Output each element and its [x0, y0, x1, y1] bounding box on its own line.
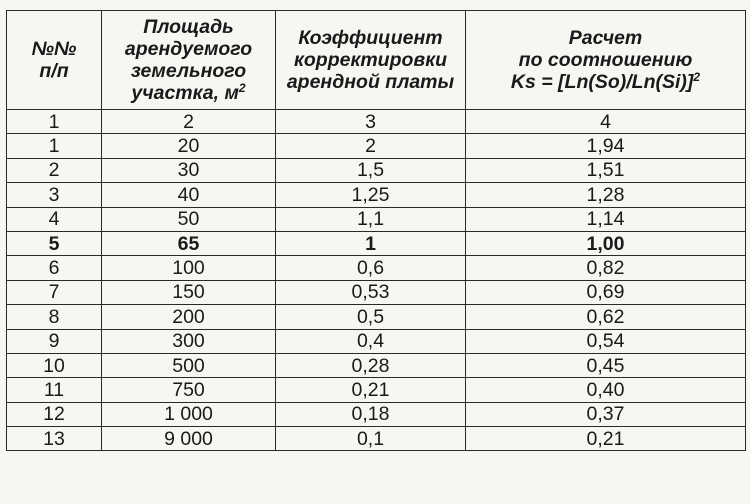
- table-row: [7, 305, 746, 329]
- row-number-cell: 11: [7, 378, 102, 402]
- header-text: Площадь: [143, 16, 234, 38]
- header-text: арендной платы: [286, 71, 455, 93]
- calculation-cell: 0,62: [466, 305, 746, 329]
- header-coefficient: [276, 11, 466, 110]
- area-cell: 1 000: [102, 402, 276, 426]
- header-text: по соотношению: [518, 49, 693, 71]
- area-cell: 20: [102, 134, 276, 158]
- row-number-cell: 9: [7, 329, 102, 353]
- calculation-cell: 1,51: [466, 158, 746, 182]
- column-number: 1: [7, 110, 102, 134]
- header-text: п/п: [39, 60, 69, 82]
- area-cell: 500: [102, 353, 276, 377]
- row-number-cell: 3: [7, 183, 102, 207]
- row-number-cell: 10: [7, 353, 102, 377]
- header-superscript: 2: [693, 70, 701, 84]
- area-cell: 30: [102, 158, 276, 182]
- header-text-with-sup: [102, 82, 275, 104]
- header-row: [7, 11, 746, 110]
- coefficient-cell: 0,28: [276, 353, 466, 377]
- calculation-cell: 1,00: [466, 231, 746, 255]
- calculation-cell: 0,21: [466, 427, 746, 451]
- table-row: [7, 207, 746, 231]
- area-cell: 200: [102, 305, 276, 329]
- table-row: [7, 329, 746, 353]
- coefficient-cell: 0,5: [276, 305, 466, 329]
- header-text: №№: [31, 38, 77, 60]
- coefficient-cell: 0,1: [276, 427, 466, 451]
- header-calculation: [466, 11, 746, 110]
- header-text: Ks = [Ln(So)/Ln(Si)]: [510, 71, 694, 93]
- coefficient-cell: 0,18: [276, 402, 466, 426]
- table-row: [7, 427, 746, 451]
- table-row: [7, 402, 746, 426]
- coefficient-cell: 0,4: [276, 329, 466, 353]
- column-number-row: [7, 110, 746, 134]
- calculation-cell: 1,94: [466, 134, 746, 158]
- area-cell: 40: [102, 183, 276, 207]
- calculation-cell: 0,37: [466, 402, 746, 426]
- coefficient-cell: 0,6: [276, 256, 466, 280]
- column-number: 4: [466, 110, 746, 134]
- header-area: [102, 11, 276, 110]
- table-row: [7, 378, 746, 402]
- coefficient-cell: 2: [276, 134, 466, 158]
- header-text-with-sup: [466, 71, 745, 93]
- row-number-cell: 13: [7, 427, 102, 451]
- area-cell: 750: [102, 378, 276, 402]
- coefficient-cell: 1,25: [276, 183, 466, 207]
- calculation-cell: 0,69: [466, 280, 746, 304]
- table-row: [7, 256, 746, 280]
- calculation-cell: 0,40: [466, 378, 746, 402]
- table-row: [7, 353, 746, 377]
- row-number-cell: 6: [7, 256, 102, 280]
- column-number: 3: [276, 110, 466, 134]
- row-number-cell: 4: [7, 207, 102, 231]
- coefficient-cell: 0,53: [276, 280, 466, 304]
- header-superscript: 2: [238, 81, 246, 95]
- table-row: [7, 183, 746, 207]
- area-cell: 65: [102, 231, 276, 255]
- calculation-cell: 1,28: [466, 183, 746, 207]
- area-cell: 300: [102, 329, 276, 353]
- row-number-cell: 12: [7, 402, 102, 426]
- table-row: [7, 158, 746, 182]
- rent-coefficient-table: [6, 10, 746, 451]
- table-row: [7, 280, 746, 304]
- area-cell: 150: [102, 280, 276, 304]
- area-cell: 9 000: [102, 427, 276, 451]
- row-number-cell: 5: [7, 231, 102, 255]
- header-text: арендуемого: [124, 38, 253, 60]
- coefficient-cell: 1: [276, 231, 466, 255]
- column-number: 2: [102, 110, 276, 134]
- header-row-number: [7, 11, 102, 110]
- area-cell: 100: [102, 256, 276, 280]
- header-text: корректировки: [294, 49, 447, 71]
- area-cell: 50: [102, 207, 276, 231]
- coefficient-cell: 1,1: [276, 207, 466, 231]
- row-number-cell: 2: [7, 158, 102, 182]
- coefficient-cell: 1,5: [276, 158, 466, 182]
- row-number-cell: 8: [7, 305, 102, 329]
- header-text: Расчет: [568, 27, 643, 49]
- coefficient-cell: 0,21: [276, 378, 466, 402]
- table-row: [7, 134, 746, 158]
- calculation-cell: 1,14: [466, 207, 746, 231]
- row-number-cell: 1: [7, 134, 102, 158]
- header-text: земельного: [130, 60, 247, 82]
- calculation-cell: 0,54: [466, 329, 746, 353]
- calculation-cell: 0,45: [466, 353, 746, 377]
- row-number-cell: 7: [7, 280, 102, 304]
- header-text: участка, м: [131, 82, 239, 104]
- header-text: Коэффициент: [298, 27, 443, 49]
- table-row: [7, 231, 746, 255]
- calculation-cell: 0,82: [466, 256, 746, 280]
